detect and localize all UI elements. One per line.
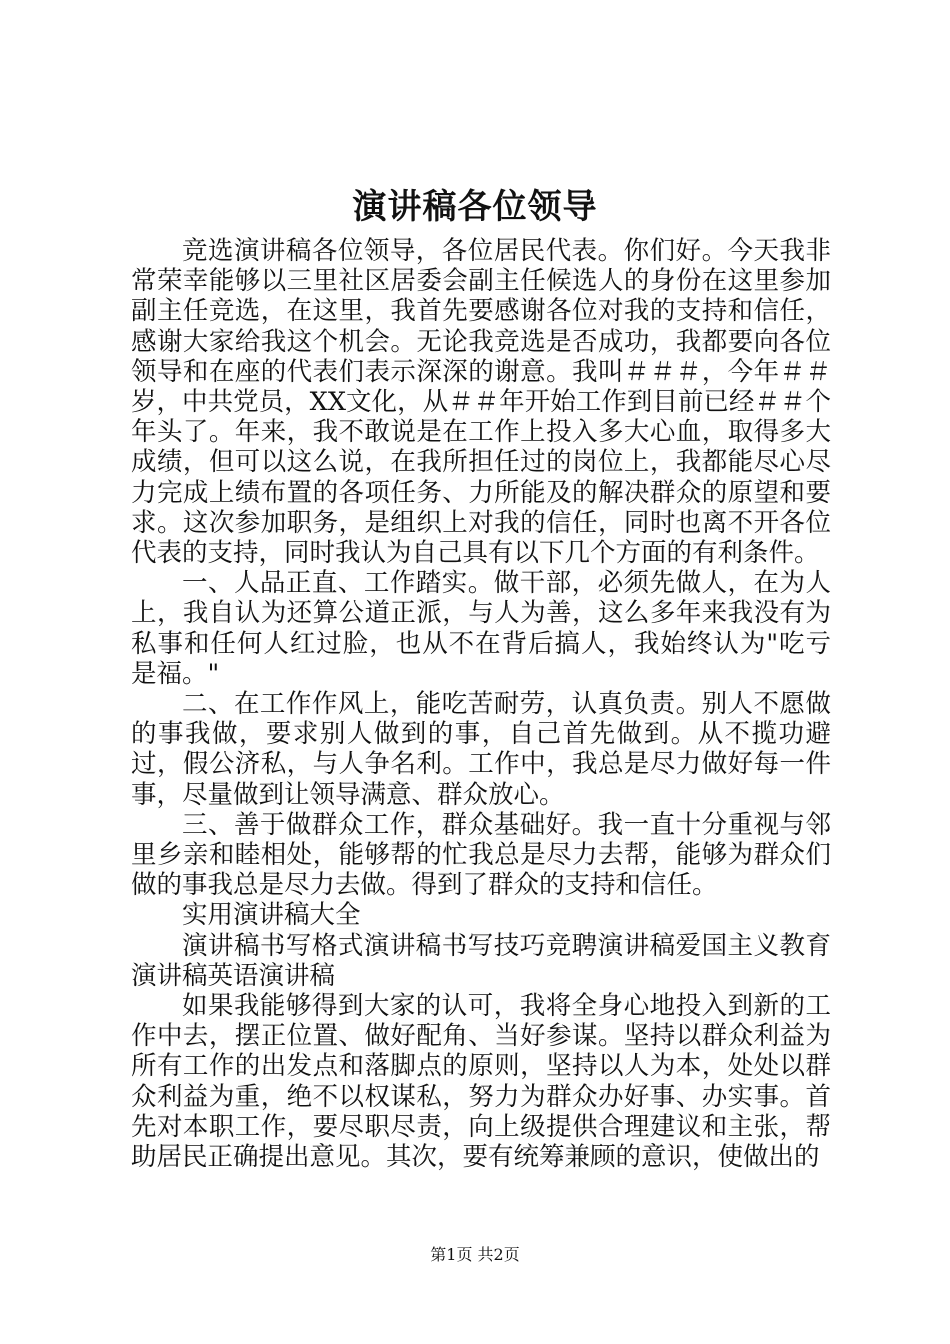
- paragraph-commitment: 如果我能够得到大家的认可，我将全身心地投入到新的工作中去，摆正位置、做好配角、当好参谋。坚持以群众利益为所有工作的出发点和落脚点的原则，坚持以人为本，处处以群众利益为重，绝不以权谋私，努力为群众办好事、办实事。首先对本职工作，要尽职尽责，向上级提供合理建议和主张，帮助居民正确提出意见。其次，要有统筹兼顾的意识，使做出的: [131, 991, 831, 1173]
- paragraph-point-two: 二、在工作作风上，能吃苦耐劳，认真负责。别人不愿做的事我做，要求别人做到的事，自己首先做到。从不揽功避过，假公济私，与人争名利。工作中，我总是尽力做好每一件事，尽量做到让领导满意、群众放心。: [131, 689, 831, 810]
- paragraph-section-heading: 实用演讲稿大全: [182, 900, 361, 931]
- paragraph-point-three: 三、善于做群众工作，群众基础好。我一直十分重视与邻里乡亲和睦相处，能够帮的忙我总是尽力去帮，能够为群众们做的事我总是尽力去做。得到了群众的支持和信任。: [131, 809, 831, 901]
- page-number-footer: 第1页 共2页: [430, 1245, 520, 1264]
- document-body: [131, 236, 831, 1172]
- paragraph-related-links: 演讲稿书写格式演讲稿书写技巧竞聘演讲稿爱国主义教育演讲稿英语演讲稿: [131, 930, 831, 991]
- paragraph-point-one: 一、人品正直、工作踏实。做干部，必须先做人，在为人上，我自认为还算公道正派，与人为善，这么多年来我没有为私事和任何人红过脸，也从不在背后搞人，我始终认为"吃亏是福。": [131, 568, 831, 689]
- paragraph-intro: 竞选演讲稿各位领导，各位居民代表。你们好。今天我非常荣幸能够以三里社区居委会副主任候选人的身份在这里参加副主任竞选，在这里，我首先要感谢各位对我的支持和信任，感谢大家给我这个机会。无论我竞选是否成功，我都要向各位领导和在座的代表们表示深深的谢意。我叫＃＃＃，今年＃＃岁，中共党员，XX文化，从＃＃年开始工作到目前已经＃＃个年头了。年来，我不敢说是在工作上投入多大心血，取得多大成绩，但可以这么说，在我所担任过的岗位上，我都能尽心尽力完成上绩布置的各项任务、力所能及的解决群众的原望和要求。这次参加职务，是组织上对我的信任，同时也离不开各位代表的支持，同时我认为自己具有以下几个方面的有利条件。: [131, 236, 831, 569]
- document-title: 演讲稿各位领导: [352, 187, 598, 227]
